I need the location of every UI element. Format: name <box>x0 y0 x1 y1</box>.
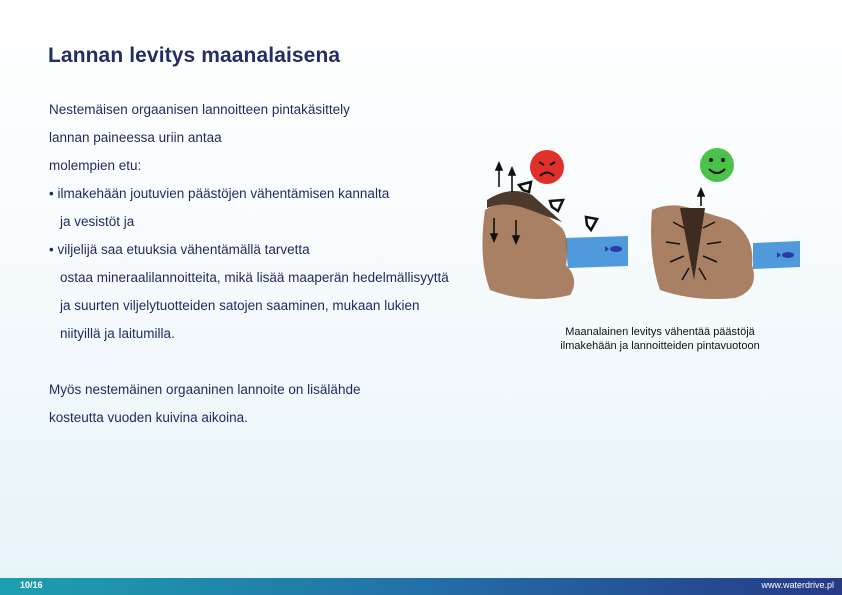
closing-line: kosteutta vuoden kuivina aikoina. <box>49 410 248 425</box>
closing-line: Myös nestemäinen orgaaninen lannoite on lisälähde <box>49 382 361 397</box>
figure-caption <box>520 325 800 353</box>
body-line: Nestemäisen orgaanisen lannoitteen pintakäsittely <box>49 102 350 117</box>
surface-spreading-scene <box>482 150 628 299</box>
water-left <box>565 236 628 268</box>
caption-line: ilmakehään ja lannoitteiden pintavuotoon <box>560 340 760 352</box>
bullet-continuation: ja suurten viljelytuotteiden satojen saaminen, mukaan lukien <box>60 298 420 313</box>
caption-line: Maanalainen levitys vähentää päästöjä <box>565 326 755 338</box>
injection-scene <box>651 148 800 299</box>
happy-face-icon <box>700 148 734 182</box>
bullet-continuation: ja vesistöt ja <box>60 214 135 229</box>
emission-arrow-small <box>698 189 704 206</box>
body-text <box>49 96 479 432</box>
sad-face-icon <box>530 150 564 184</box>
bullet-continuation: ostaa mineraalilannoitteita, mikä lisää maaperän hedelmällisyyttä <box>60 270 449 285</box>
bullet-item: • viljelijä saa etuuksia vähentämällä tarvetta <box>49 242 310 257</box>
bullet-item: • ilmakehään joutuvien päästöjen vähentämisen kannalta <box>49 186 390 201</box>
page-number: 10/16 <box>20 580 43 590</box>
slide-title: Lannan levitys maanalaisena <box>48 44 341 67</box>
soil-left <box>482 200 574 299</box>
body-line: lannan paineessa uriin antaa <box>49 130 222 145</box>
bullet-continuation: niityillä ja laitumilla. <box>60 326 175 341</box>
footer-bar <box>0 578 842 595</box>
body-line: molempien etu: <box>49 158 142 173</box>
emission-illustration <box>470 140 800 315</box>
website-link[interactable]: www.waterdrive.pl <box>761 580 834 590</box>
